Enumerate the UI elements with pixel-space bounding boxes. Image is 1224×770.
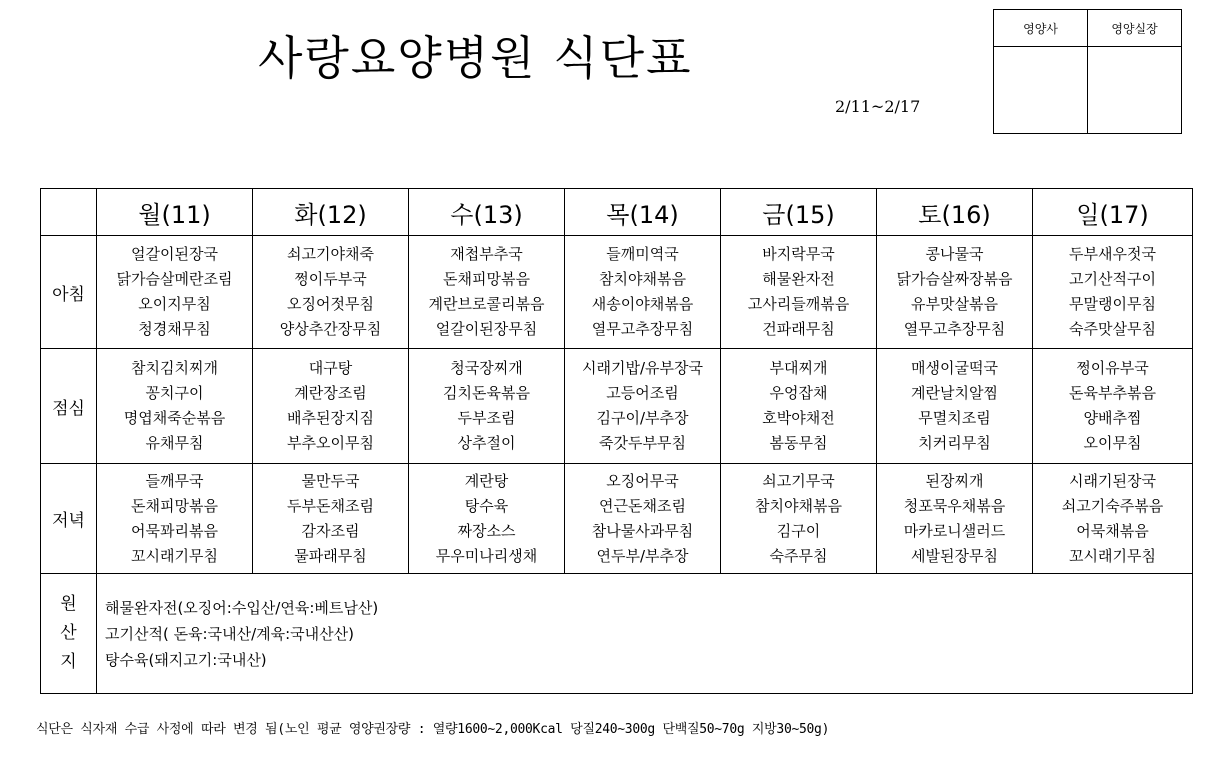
- menu-item: 무우미나리생채: [435, 546, 538, 565]
- menu-item: 꼬시래기무침: [1069, 546, 1156, 565]
- menu-item: 오징어젓무침: [287, 295, 374, 313]
- menu-item: 재첩부추국: [450, 245, 523, 263]
- menu-item: 연근돈채조림: [599, 496, 686, 515]
- menu-item: 쇠고기야채죽: [287, 245, 374, 263]
- menu-cell: [721, 236, 877, 349]
- menu-item: 오이무침: [1083, 434, 1142, 452]
- menu-item: 돈육부추볶음: [1069, 384, 1156, 402]
- page-title: 사랑요양병원 식단표: [258, 31, 693, 85]
- menu-item: 짜장소스: [457, 521, 516, 540]
- menu-cell: [1033, 349, 1193, 464]
- origin-line: 탕수육(돼지고기:국내산): [105, 650, 267, 669]
- origin-row: [41, 574, 1193, 694]
- origin-label-char: 산: [60, 623, 77, 643]
- meal-label: 점심: [41, 349, 97, 464]
- menu-item: 새송이야채볶음: [591, 295, 694, 313]
- approval-dietitian-sign: [994, 47, 1088, 134]
- dinner-row: [41, 464, 1193, 574]
- menu-item: 숙주맛살무침: [1069, 320, 1156, 338]
- menu-item: 무말랭이무침: [1069, 295, 1156, 313]
- menu-item: 해물완자전: [762, 270, 835, 288]
- footer-note: 식단은 식자재 수급 사정에 따라 변경 됨(노인 평균 영양권장량 : 열량1600~2,000Kcal 당질240~300g 단백질50~70g 지방30~50g): [36, 722, 830, 737]
- menu-item: 쇠고기숙주볶음: [1061, 496, 1164, 515]
- menu-item: 청경채무침: [138, 320, 211, 338]
- menu-item: 열무고추장무침: [903, 320, 1006, 338]
- menu-cell: [1033, 464, 1193, 574]
- menu-cell: [409, 349, 565, 464]
- menu-item: 부추오이무침: [287, 434, 374, 452]
- day-header: 수(13): [409, 189, 565, 236]
- menu-item: 죽갓두부무침: [599, 434, 686, 452]
- menu-item: 물파래무침: [294, 546, 367, 565]
- menu-item: 감자조림: [301, 521, 360, 540]
- approval-head-dietitian-label: 영양실장: [1088, 10, 1182, 47]
- origin-info: [97, 574, 1193, 694]
- day-header: 일(17): [1033, 189, 1193, 236]
- menu-item: 돈채피망볶음: [443, 270, 530, 288]
- menu-item: 꼬시래기무침: [131, 546, 218, 565]
- menu-cell: [97, 464, 253, 574]
- menu-item: 얼갈이된장국: [131, 245, 218, 263]
- menu-item: 바지락무국: [762, 245, 835, 263]
- lunch-row: [41, 349, 1193, 464]
- day-header: 금(15): [721, 189, 877, 236]
- menu-item: 쩡이두부국: [294, 270, 367, 288]
- menu-item: 계란탕: [464, 471, 509, 490]
- menu-cell: [565, 349, 721, 464]
- menu-cell: [253, 236, 409, 349]
- menu-item: 계란날치알찜: [911, 384, 998, 402]
- menu-item: 참치김치찌개: [131, 359, 218, 377]
- menu-item: 우엉잡채: [769, 384, 828, 402]
- menu-cell: [877, 349, 1033, 464]
- corner-cell: [41, 189, 97, 236]
- menu-item: 봄동무침: [769, 434, 828, 452]
- menu-cell: [877, 236, 1033, 349]
- origin-line: 고기산적( 돈육:국내산/계육:국내산산): [105, 624, 354, 643]
- menu-item: 김구이/부추장: [596, 409, 689, 427]
- menu-cell: [97, 236, 253, 349]
- menu-item: 건파래무침: [762, 320, 835, 338]
- menu-item: 열무고추장무침: [591, 320, 694, 338]
- menu-item: 시래기밥/유부장국: [582, 359, 703, 377]
- menu-item: 유채무침: [145, 434, 204, 452]
- menu-item: 어묵꽈리볶음: [131, 521, 218, 540]
- menu-item: 돈채피망볶음: [131, 496, 218, 515]
- menu-item: 들깨무국: [145, 471, 204, 490]
- origin-label-char: 원: [60, 594, 77, 614]
- menu-item: 청포묵우채볶음: [903, 496, 1006, 515]
- menu-item: 시래기된장국: [1069, 471, 1156, 490]
- day-header-row: [41, 189, 1193, 236]
- menu-item: 마카로니샐러드: [903, 521, 1006, 540]
- menu-cell: [1033, 236, 1193, 349]
- menu-cell: [409, 236, 565, 349]
- date-period: 2/11~2/17: [835, 97, 921, 116]
- day-header: 토(16): [877, 189, 1033, 236]
- menu-cell: [253, 464, 409, 574]
- menu-item: 탕수육: [464, 496, 509, 515]
- menu-cell: [721, 464, 877, 574]
- menu-item: 치커리무침: [918, 434, 991, 452]
- menu-cell: [565, 236, 721, 349]
- menu-item: 오이지무침: [138, 295, 211, 313]
- day-header: 월(11): [97, 189, 253, 236]
- menu-item: 오징어무국: [606, 471, 679, 490]
- menu-item: 콩나물국: [925, 245, 984, 263]
- menu-item: 참나물사과무침: [591, 521, 694, 540]
- day-header: 목(14): [565, 189, 721, 236]
- menu-item: 청국장찌개: [450, 359, 523, 377]
- menu-item: 상추절이: [457, 434, 516, 452]
- menu-item: 유부맛살볶음: [911, 295, 998, 313]
- menu-item: 닭가슴살짜장볶음: [896, 270, 1013, 288]
- menu-cell: [253, 349, 409, 464]
- menu-item: 들깨미역국: [606, 245, 679, 263]
- approval-head-dietitian-sign: [1088, 47, 1182, 134]
- menu-item: 세발된장무침: [911, 546, 998, 565]
- menu-item: 고사리들깨볶음: [747, 295, 850, 313]
- menu-item: 매생이굴떡국: [911, 359, 998, 377]
- menu-item: 어묵채볶음: [1076, 521, 1149, 540]
- menu-table: [40, 188, 1193, 694]
- menu-cell: [97, 349, 253, 464]
- approval-box: [993, 9, 1182, 134]
- meal-label: 아침: [41, 236, 97, 349]
- origin-line: 해물완자전(오징어:수입산/연육:베트남산): [105, 598, 379, 617]
- menu-item: 고등어조림: [606, 384, 679, 402]
- menu-item: 숙주무침: [769, 546, 828, 565]
- menu-item: 참치야채볶음: [599, 270, 686, 288]
- menu-item: 연두부/부추장: [596, 546, 689, 565]
- menu-item: 얼갈이된장무침: [435, 320, 538, 338]
- menu-item: 닭가슴살메란조림: [116, 270, 233, 288]
- menu-item: 무멸치조림: [918, 409, 991, 427]
- breakfast-row: [41, 236, 1193, 349]
- menu-item: 김치돈육볶음: [443, 384, 530, 402]
- meal-label: 저녁: [41, 464, 97, 574]
- approval-dietitian-label: 영양사: [994, 10, 1088, 47]
- origin-label: [41, 574, 97, 694]
- menu-cell: [877, 464, 1033, 574]
- origin-label-char: 지: [60, 652, 77, 672]
- menu-item: 배추된장지짐: [287, 409, 374, 427]
- menu-item: 김구이: [776, 521, 821, 540]
- menu-item: 두부조림: [457, 409, 516, 427]
- menu-item: 명엽채죽순볶음: [123, 409, 226, 427]
- menu-item: 꽁치구이: [145, 384, 204, 402]
- menu-item: 두부새우젓국: [1069, 245, 1156, 263]
- menu-item: 쇠고기무국: [762, 471, 835, 490]
- menu-item: 고기산적구이: [1069, 270, 1156, 288]
- menu-item: 호박야채전: [762, 409, 835, 427]
- menu-item: 참치야채볶음: [755, 496, 842, 515]
- menu-item: 부대찌개: [769, 359, 828, 377]
- menu-cell: [565, 464, 721, 574]
- menu-item: 계란장조림: [294, 384, 367, 402]
- menu-item: 대구탕: [308, 359, 353, 377]
- menu-item: 된장찌개: [925, 471, 984, 490]
- menu-item: 두부돈채조림: [287, 496, 374, 515]
- menu-item: 물만두국: [301, 471, 360, 490]
- menu-item: 양배추찜: [1083, 409, 1142, 427]
- menu-item: 쩡이유부국: [1076, 359, 1149, 377]
- menu-cell: [721, 349, 877, 464]
- menu-item: 양상추간장무침: [279, 320, 382, 338]
- day-header: 화(12): [253, 189, 409, 236]
- menu-cell: [409, 464, 565, 574]
- menu-item: 계란브로콜리볶음: [428, 295, 545, 313]
